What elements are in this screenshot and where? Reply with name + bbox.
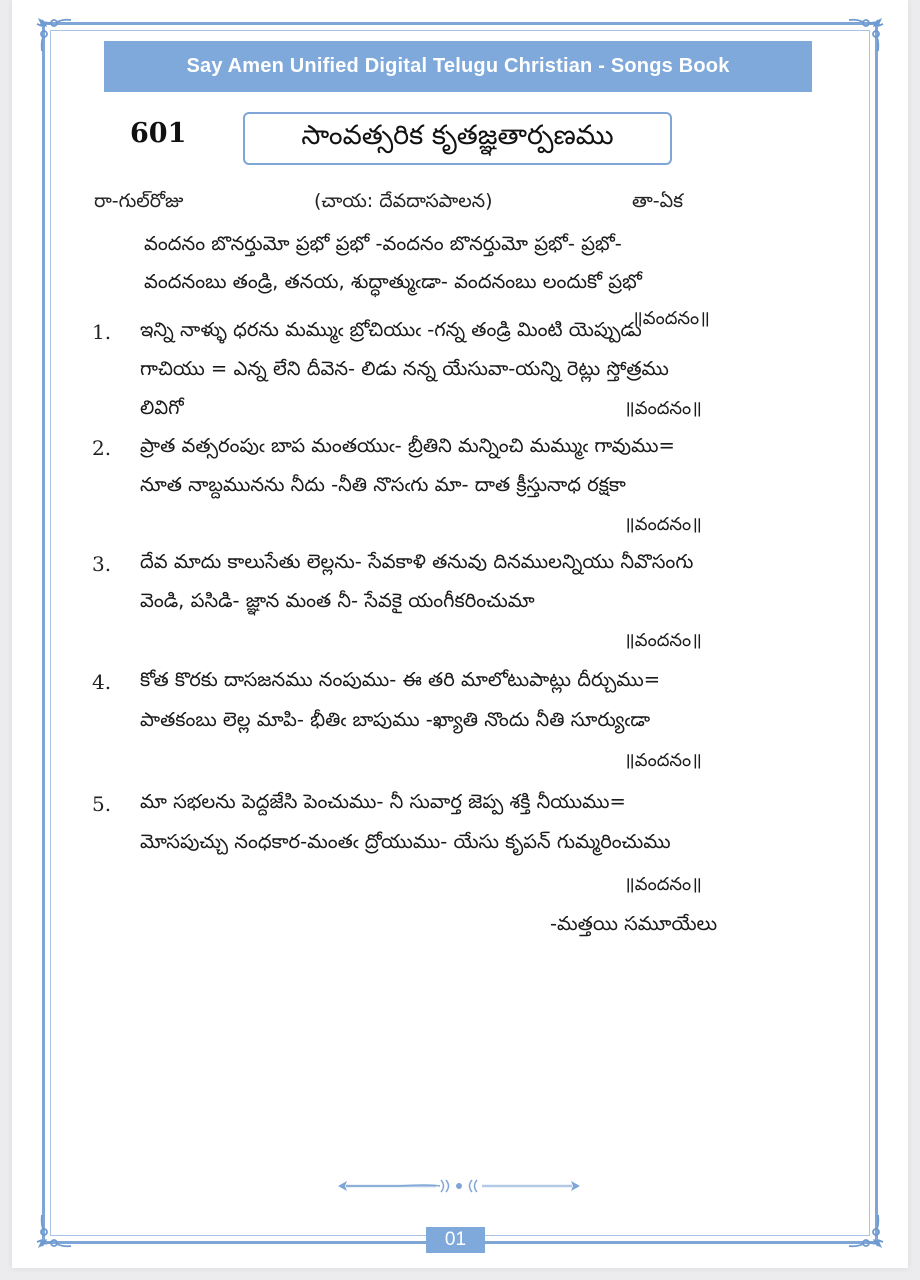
song-author: -మత్తయి సమూయేలు — [550, 912, 718, 935]
refrain-tag-overlap: ॥వందనం॥ — [632, 308, 710, 329]
verse-line: పాతకంబు లెల్ల మాపి- భీతిఁ బాపుము -ఖ్యాతి నొందు నీతి సూర్యుఁడా — [140, 708, 651, 731]
divider-ornament-icon — [336, 1174, 582, 1198]
chaya-label: (చాయ: దేవదాసపాలన) — [314, 190, 493, 212]
raga-label: రా-గుల్‌రోజు — [94, 190, 184, 212]
verse-number: 3. — [92, 552, 112, 576]
verse-line: వెండి, పసిడి- జ్ఞాన మంత నీ- సేవకై యంగీకరించుమా — [140, 589, 535, 612]
verse-number: 2. — [92, 436, 112, 460]
corner-ornament-icon — [34, 14, 74, 54]
song-number: 601 — [130, 118, 187, 149]
verse-line: లివిగో — [140, 396, 184, 419]
verse-number: 1. — [92, 320, 112, 344]
verse-line: నూత నాబ్దమునను నీదు -నీతి నొసఁగు మా- దాత క్రీస్తునాధ రక్షకా — [140, 473, 626, 496]
verse-number: 4. — [92, 670, 112, 694]
refrain-line: వందనంబు తండ్రి, తనయ, శుద్ధాత్ముఁడా- వందనంబు లందుకో ప్రభో — [144, 270, 642, 293]
verse-line: ఇన్ని నాళ్ళు ధరను మమ్ముఁ బ్రోచియుఁ -గన్న తండ్రి మింటి యెప్పుడు — [140, 318, 642, 341]
song-title-text: సాంవత్సరిక కృతజ్ఞతార్పణము — [301, 119, 614, 151]
verse-line: దేవ మాదు కాలుసేతు లెల్లను- సేవకాళి తనువు దినములన్నియు నీవొసంగు — [140, 550, 694, 573]
refrain-tag: ॥వందనం॥ — [624, 630, 702, 651]
page-number: 01 — [426, 1227, 485, 1253]
tala-label: తా-ఏక — [632, 190, 684, 212]
refrain-line: వందనం బొనర్తుమో ప్రభో ప్రభో -వందనం బొనర్తుమో ప్రభో- ప్రభో- — [144, 232, 622, 255]
corner-ornament-icon — [846, 1212, 886, 1252]
corner-ornament-icon — [846, 14, 886, 54]
refrain-tag: ॥వందనం॥ — [624, 514, 702, 535]
verse-line: మా సభలను పెద్దజేసి పెంచుము- నీ సువార్త జెప్ప శక్తి నీయుము= — [140, 790, 626, 813]
corner-ornament-icon — [34, 1212, 74, 1252]
verse-line: మోసపుచ్చు నంధకార-మంతఁ ద్రోయుము- యేసు కృపన్ గుమ్మరించుము — [140, 830, 671, 853]
verse-line: గాచియు = ఎన్న లేని దీవెన- లిడు నన్న యేసువా-యన్ని రెట్లు స్తోత్రము — [140, 357, 669, 380]
refrain-tag: ॥వందనం॥ — [624, 874, 702, 895]
refrain-tag: ॥వందనం॥ — [624, 398, 702, 419]
verse-number: 5. — [92, 792, 112, 816]
refrain-tag: ॥వందనం॥ — [624, 750, 702, 771]
song-title — [243, 112, 672, 165]
song-page — [12, 0, 908, 1268]
verse-line: ప్రాత వత్సరంపుఁ బాప మంతయుఁ- బ్రీతిని మన్నించి మమ్ముఁ గావుము= — [140, 434, 675, 457]
verse-line: కోత కొరకు దాసజనము నంపుము- ఈ తరి మాలోటుపాట్లు దీర్చుము= — [140, 668, 661, 691]
book-title-banner: Say Amen Unified Digital Telugu Christian - Songs Book — [104, 41, 812, 92]
